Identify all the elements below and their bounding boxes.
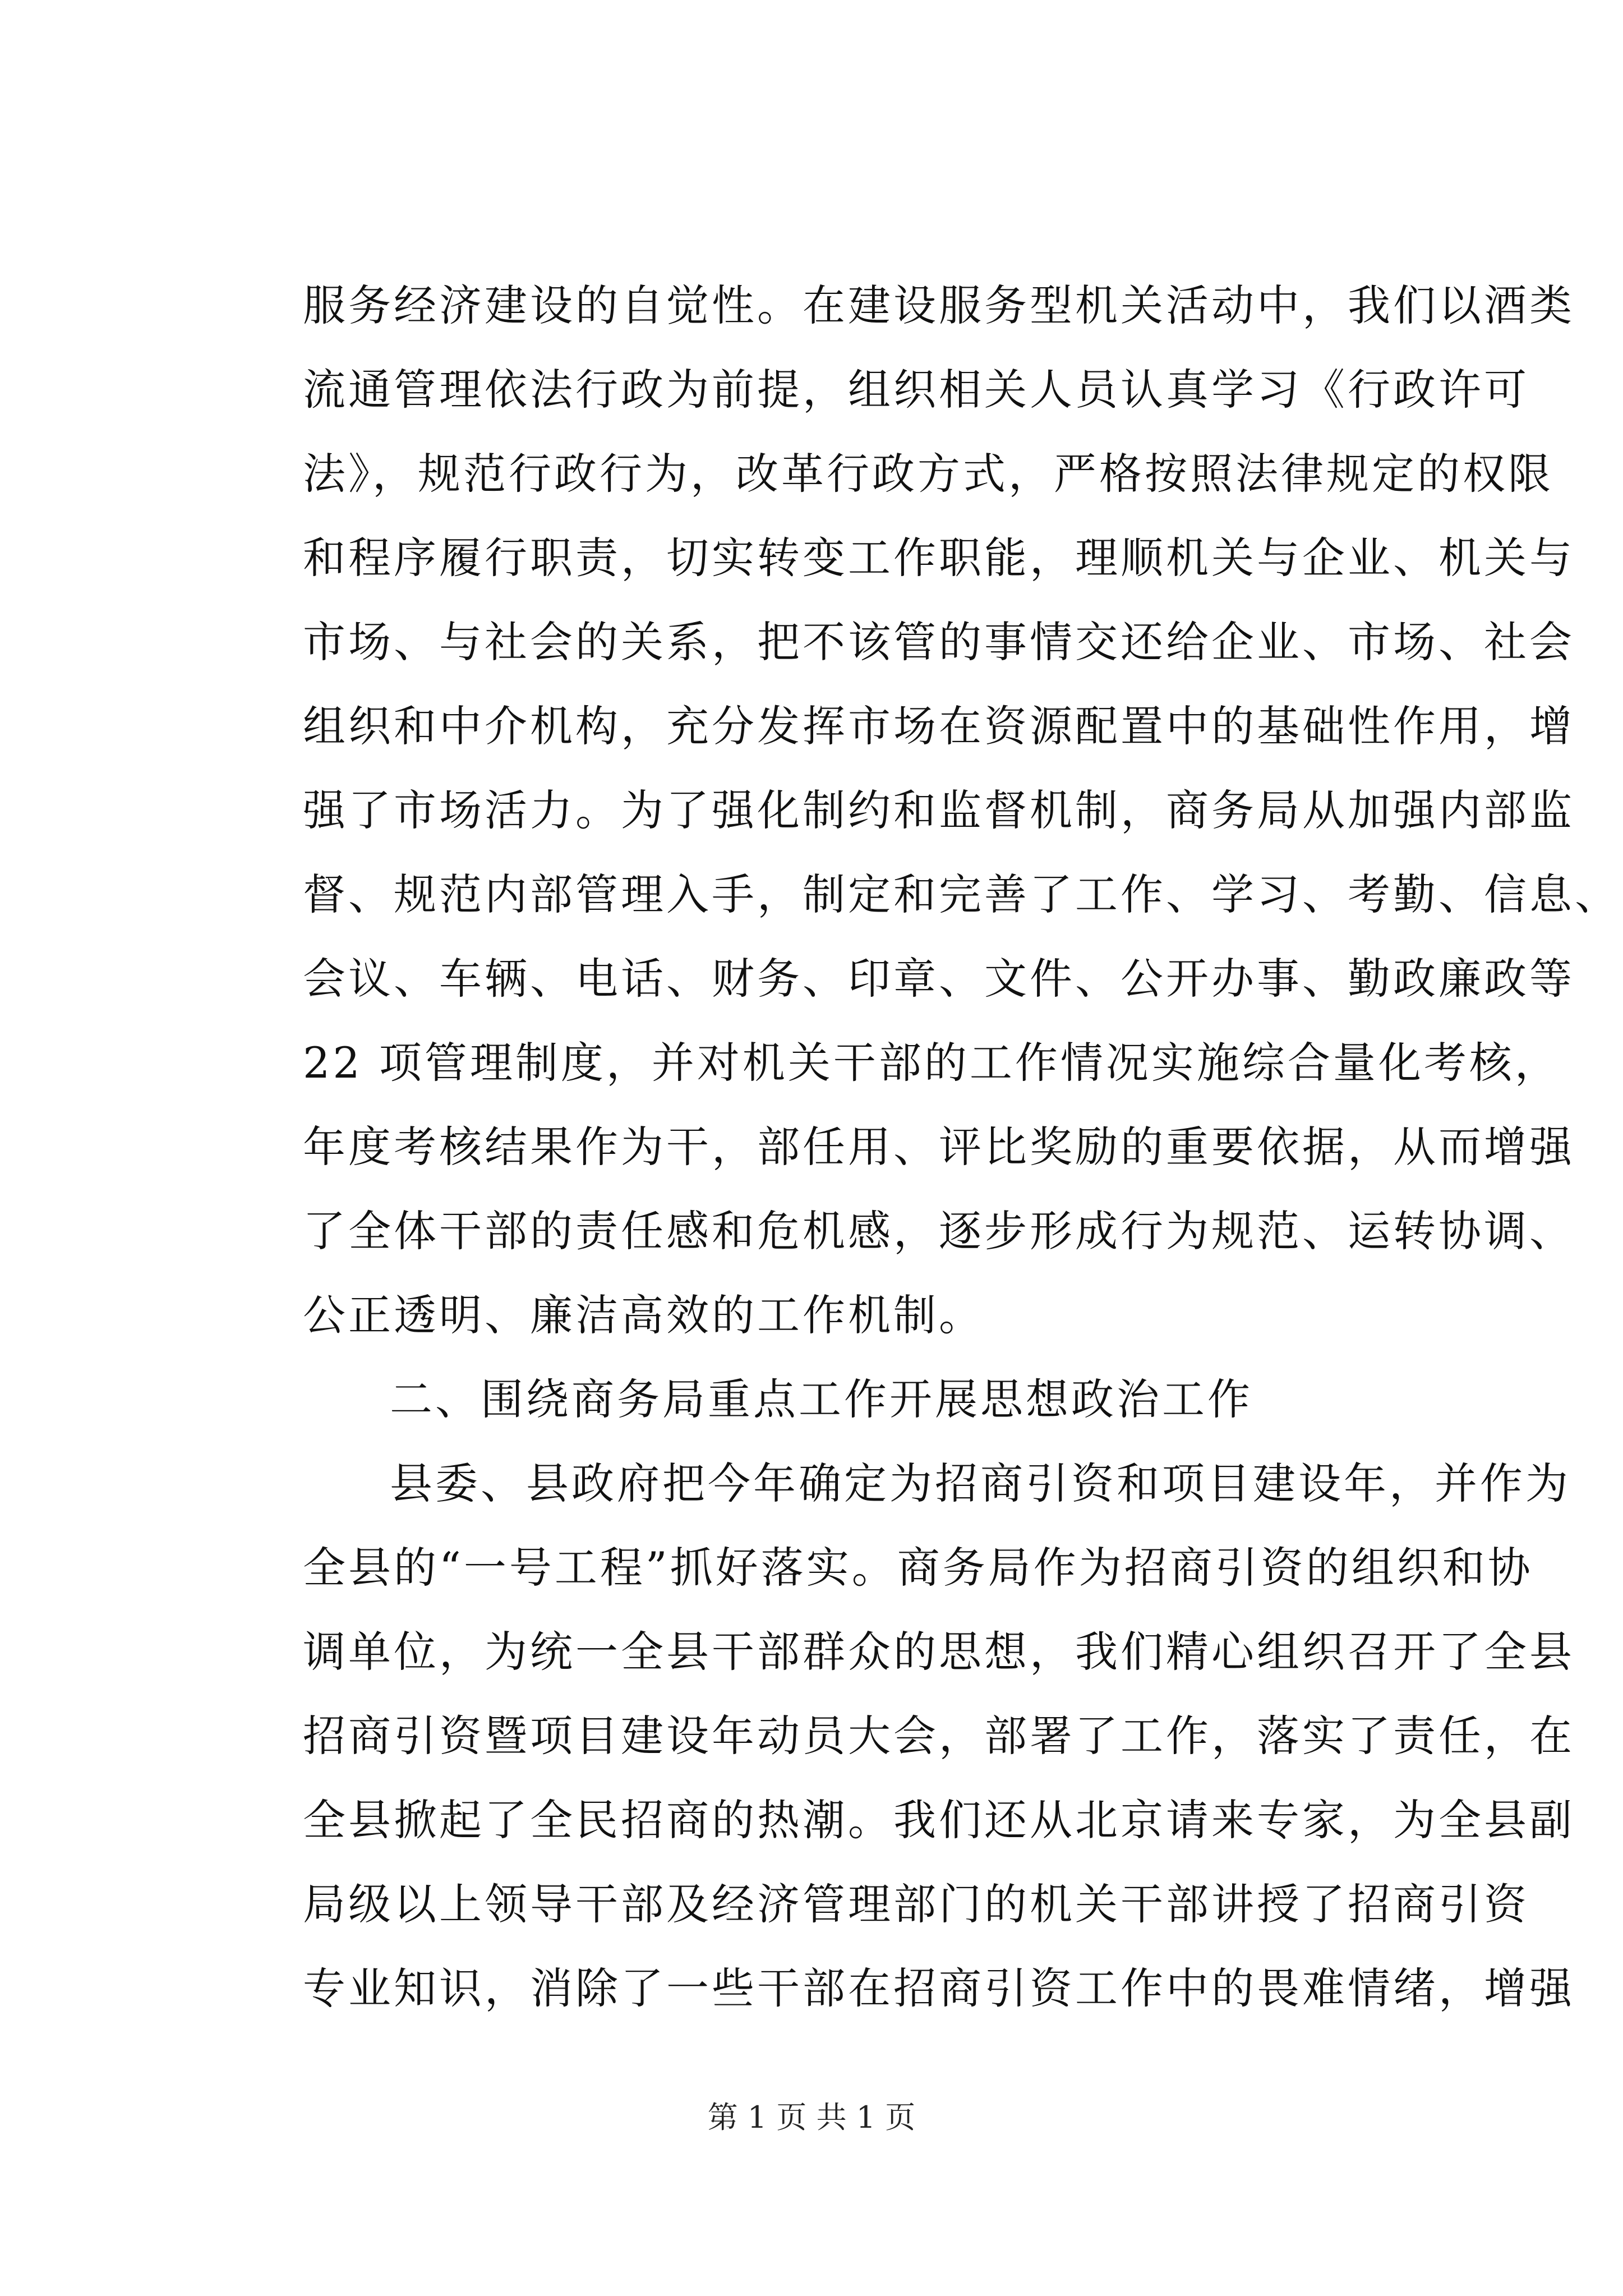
text-line: 组织和中介机构，充分发挥市场在资源配置中的基础性作用，增 — [303, 701, 1575, 751]
text-line: 公正透明、廉洁高效的工作机制。 — [303, 1290, 984, 1340]
text-line: 局级以上领导干部及经济管理部门的机关干部讲授了招商引资 — [303, 1879, 1529, 1929]
text-line: 专业知识，消除了一些干部在招商引资工作中的畏难情绪，增强 — [303, 1963, 1575, 2013]
text-line: 调单位，为统一全县干部群众的思想，我们精心组织召开了全县 — [303, 1627, 1575, 1677]
text-line: 督、规范内部管理入手，制定和完善了工作、学习、考勤、信息、 — [303, 869, 1620, 919]
text-line: 全县的“一号工程”抓好落实。商务局作为招商引资的组织和协 — [303, 1543, 1533, 1593]
document-body — [303, 264, 1620, 2031]
text-line: 招商引资暨项目建设年动员大会，部署了工作，落实了责任，在 — [303, 1711, 1575, 1761]
text-line: 和程序履行职责，切实转变工作职能，理顺机关与企业、机关与 — [303, 533, 1575, 583]
text-line: 服务经济建设的自觉性。在建设服务型机关活动中，我们以酒类 — [303, 280, 1575, 330]
section-heading: 二、围绕商务局重点工作开展思想政治工作 — [390, 1374, 1253, 1424]
page-number-footer: 第 1 页 共 1 页 — [707, 2100, 916, 2135]
text-line: 市场、与社会的关系，把不该管的事情交还给企业、市场、社会 — [303, 617, 1575, 667]
text-line: 强了市场活力。为了强化制约和监督机制，商务局从加强内部监 — [303, 785, 1575, 835]
text-line: 年度考核结果作为干，部任用、评比奖励的重要依据，从而增强 — [303, 1122, 1575, 1172]
text-line: 流通管理依法行政为前提，组织相关人员认真学习《行政许可 — [303, 365, 1529, 415]
text-line: 全县掀起了全民招商的热潮。我们还从北京请来专家，为全县副 — [303, 1795, 1575, 1845]
paragraph-first-line: 县委、县政府把今年确定为招商引资和项目建设年，并作为 — [390, 1458, 1571, 1508]
text-line: 了全体干部的责任感和危机感，逐步形成行为规范、运转协调、 — [303, 1206, 1575, 1256]
text-line: 会议、车辆、电话、财务、印章、文件、公开办事、勤政廉政等 — [303, 954, 1575, 1004]
text-line: 22 项管理制度，并对机关干部的工作情况实施综合量化考核， — [303, 1038, 1560, 1088]
text-line: 法》，规范行政行为，改革行政方式，严格按照法律规定的权限 — [303, 449, 1553, 499]
